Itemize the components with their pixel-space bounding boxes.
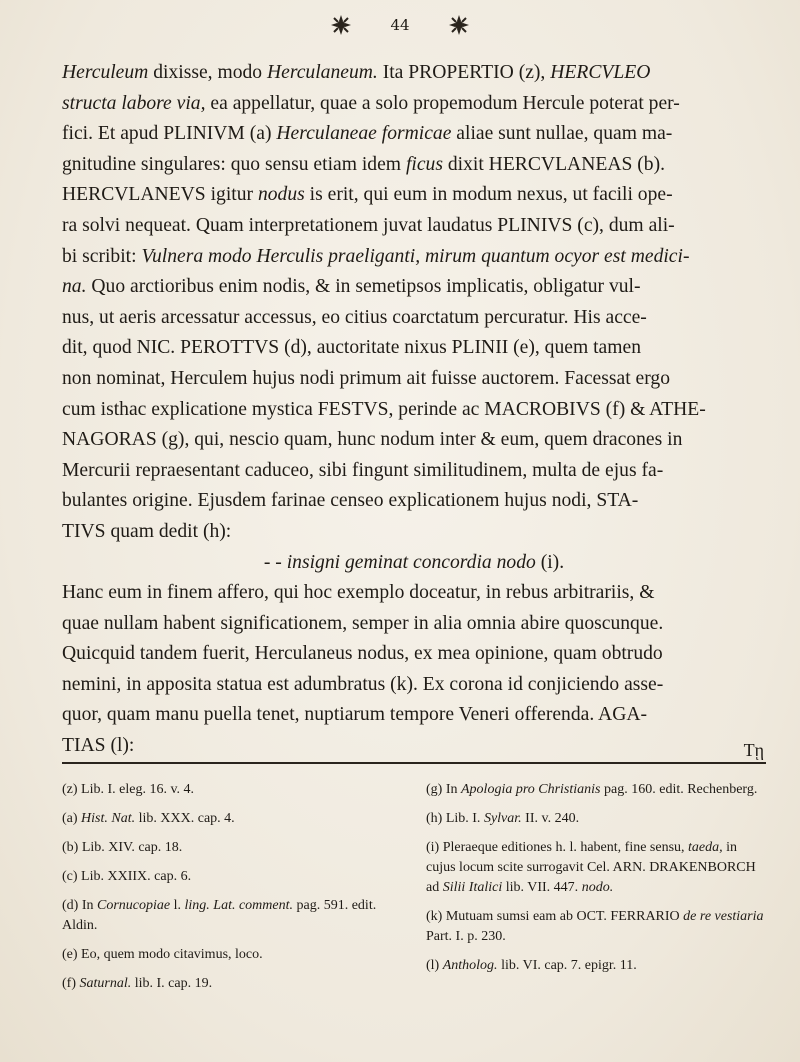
footnote-k: (k) Mutuam sumsi eam ab OCT. FERRARIO de re vestiaria Part. I. p. 230. — [426, 909, 764, 944]
text-line: TIAS (l): — [62, 735, 135, 757]
footnote-rule — [62, 762, 766, 764]
footnote-a: (a) Hist. Nat. lib. XXX. cap. 4. — [62, 811, 235, 826]
text-line: na. Quo arctioribus enim nodis, & in semetipsos implicatis, obligatur vul- — [62, 276, 641, 298]
fleuron-ornament-left — [330, 14, 352, 36]
text-line: quae nullam habent significationem, semper in alia omnia abire quoscunque. — [62, 612, 664, 634]
fleuron-ornament-right — [448, 14, 470, 36]
footnote-f: (f) Saturnal. lib. I. cap. 19. — [62, 976, 213, 991]
footnote-b: (b) Lib. XIV. cap. 18. — [62, 840, 183, 855]
verse-quotation: - - insigni geminat concordia nodo (i). — [263, 551, 565, 573]
text-line: bi scribit: Vulnera modo Herculis praeliganti, mirum quantum ocyor est medici- — [62, 245, 690, 267]
page-header — [0, 14, 800, 44]
footnote-g: (g) In Apologia pro Christianis pag. 160. edit. Rechenberg. — [426, 782, 758, 797]
text-line: Herculeum dixisse, modo Herculaneum. Ita PROPERTIO (z), HERCVLEO — [62, 62, 651, 83]
footnotes-right-column — [426, 780, 766, 985]
footnote-z: (z) Lib. I. eleg. 16. v. 4. — [62, 782, 195, 797]
text-line: HERCVLANEVS igitur nodus is erit, qui eum in modum nexus, ut facili ope- — [62, 184, 673, 206]
text-line: bulantes origine. Ejusdem farinae censeo explicationem hujus nodi, STA- — [62, 490, 639, 512]
text-line: nus, ut aeris arcessatur accessus, eo citius coarctatum percuratur. His acce- — [62, 306, 647, 328]
text-line: fici. Et apud PLINIVM (a) Herculaneae formicae aliae sunt nullae, quam ma- — [62, 123, 673, 145]
text-line: NAGORAS (g), qui, nescio quam, hunc nodum inter & eum, quem dracones in — [62, 429, 683, 451]
text-line: Quicquid tandem fuerit, Herculaneus nodus, ex mea opinione, quam obtrudo — [62, 643, 663, 665]
text-line: quor, quam manu puella tenet, nuptiarum tempore Veneri offerenda. AGA- — [62, 704, 648, 726]
main-text — [62, 58, 766, 762]
footnote-h: (h) Lib. I. Sylvar. II. v. 240. — [426, 811, 580, 826]
footnote-c: (c) Lib. XXIIX. cap. 6. — [62, 869, 192, 884]
text-line: ra solvi nequeat. Quam interpretationem juvat laudatus PLINIVS (c), dum ali- — [62, 214, 675, 236]
text-line: dit, quod NIC. PEROTTVS (d), auctoritate nixus PLINII (e), quem tamen — [62, 337, 641, 359]
footnote-l: (l) Antholog. lib. VI. cap. 7. epigr. 11. — [426, 958, 637, 973]
text-line: cum isthac explicatione mystica FESTVS, perinde ac MACROBIVS (f) & ATHE- — [62, 398, 706, 420]
footnote-e: (e) Eo, quem modo citavimus, loco. — [62, 947, 263, 962]
footnote-i: (i) Pleraeque editiones h. l. habent, fine sensu, taeda, in cujus locum scite surrogavit Cel. ARN. DRAKENBORCH ad Silii Italici lib. VII. 447. nodo. — [426, 840, 756, 895]
text-line: TIVS quam dedit (h): — [62, 520, 232, 542]
catchword: Tῃ — [743, 740, 764, 760]
text-line: non nominat, Herculem hujus nodi primum ait fuisse auctorem. Facessat ergo — [62, 367, 670, 389]
footnotes-left-column — [62, 780, 402, 1003]
page-number: 44 — [390, 16, 410, 34]
text-line: structa labore via, ea appellatur, quae a solo propemodum Hercule poterat per- — [62, 92, 680, 114]
text-line: nemini, in apposita statua est adumbratus (k). Ex corona id conjiciendo asse- — [62, 673, 664, 695]
text-line: gnitudine singulares: quo sensu etiam idem ficus dixit HERCVLANEAS (b). — [62, 153, 666, 175]
text-line: Hanc eum in finem affero, qui hoc exemplo doceatur, in rebus arbitrariis, & — [62, 582, 655, 604]
footnote-d: (d) In Cornucopiae l. ling. Lat. comment. pag. 591. edit. Aldin. — [62, 898, 377, 933]
text-line: Mercurii repraesentant caduceo, sibi fingunt similitudinem, multa de ejus fa- — [62, 459, 664, 481]
